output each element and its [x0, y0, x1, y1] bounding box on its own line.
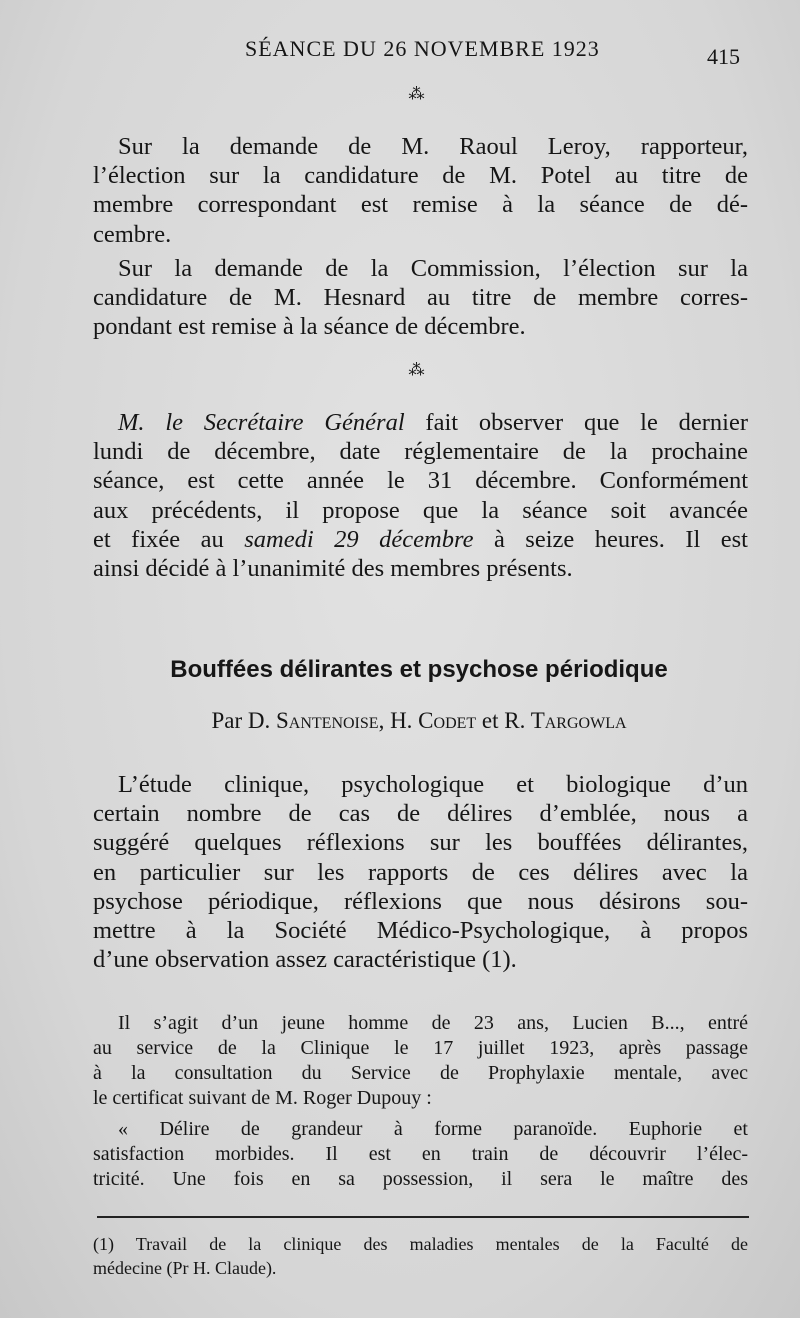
author-name: R. Targowla	[504, 708, 627, 733]
footnote-divider	[97, 1216, 749, 1218]
text-line: Sur la demande de la Commission, l’élection sur la	[118, 255, 748, 282]
paragraph-postponed-election-potel	[93, 132, 748, 249]
text-line: « Délire de grandeur à forme paranoïde. Euphorie et	[118, 1118, 748, 1140]
text-line: lundi de décembre, date réglementaire de la prochaine	[93, 438, 748, 466]
text-line	[93, 525, 748, 554]
page-number: 415	[707, 44, 740, 69]
paragraph-certificate-quote	[93, 1117, 748, 1192]
text-line: à la consultation du Service de Prophylaxie mentale, avec	[93, 1062, 748, 1084]
footnote	[93, 1232, 748, 1280]
footnote-line: (1) Travail de la clinique des maladies mentales de la Faculté de	[93, 1234, 748, 1254]
text-line: cembre.	[93, 220, 172, 248]
author-separator: et	[476, 708, 505, 733]
text-line: d’une observation assez caractéristique (1).	[93, 946, 517, 974]
article-title: Bouffées délirantes et psychose périodique	[170, 656, 668, 683]
paragraph-secretary-announcement	[93, 408, 748, 583]
text-line: ainsi décidé à l’unanimité des membres présents.	[93, 554, 573, 582]
paragraph-case-observation	[93, 1011, 748, 1111]
text-line: tricité. Une fois en sa possession, il sera le maître des	[93, 1168, 748, 1190]
text-line: Il s’agit d’un jeune homme de 23 ans, Lucien B..., entré	[118, 1012, 748, 1034]
text-span: et fixée au	[93, 525, 245, 553]
paragraph-introduction	[93, 770, 748, 974]
author-name: D. Santenoise	[247, 708, 379, 733]
text-line: satisfaction morbides. Il est en train de découvrir l’élec-	[93, 1143, 748, 1165]
text-line: le certificat suivant de M. Roger Dupouy :	[93, 1087, 432, 1109]
text-line: certain nombre de cas de délires d’emblée, nous a	[93, 800, 748, 828]
text-line: en particulier sur les rapports de ces délires avec la	[93, 858, 748, 886]
author-name: H. Codet	[390, 708, 477, 733]
text-line: aux précédents, il propose que la séance soit avancée	[93, 496, 748, 524]
text-line: séance, est cette année le 31 décembre. Conformément	[93, 467, 748, 495]
paragraph-postponed-election-hesnard	[93, 254, 748, 342]
authors-prefix: Par	[211, 708, 248, 733]
text-line: membre correspondant est remise à la séance de dé-	[93, 191, 748, 219]
running-head	[0, 36, 800, 69]
footnote-line: médecine (Pr H. Claude).	[93, 1258, 277, 1278]
running-title: SÉANCE DU 26 NOVEMBRE 1923	[245, 36, 600, 61]
article-authors	[0, 708, 800, 734]
text-span: à seize heures. Il est	[473, 525, 748, 553]
text-line: Sur la demande de M. Raoul Leroy, rapporteur,	[118, 133, 748, 160]
text-line: candidature de M. Hesnard au titre de membre corres-	[93, 284, 748, 312]
text-line: mettre à la Société Médico-Psychologique, à propos	[93, 916, 748, 944]
text-line: pondant est remise à la séance de décembre.	[93, 313, 526, 341]
author-separator: ,	[378, 708, 391, 733]
text-span: fait observer que le dernier	[404, 409, 748, 436]
section-separator-asterism: ⁂	[408, 86, 427, 103]
text-line: L’étude clinique, psychologique et biologique d’un	[118, 771, 748, 798]
italic-text: M. le Secrétaire Général	[118, 409, 405, 436]
section-separator-asterism: ⁂	[408, 362, 427, 379]
text-line: suggéré quelques réflexions sur les bouffées délirantes,	[93, 829, 748, 857]
text-line: au service de la Clinique le 17 juillet 1923, après passage	[93, 1037, 748, 1059]
text-line: l’élection sur la candidature de M. Potel au titre de	[93, 162, 748, 190]
italic-text: samedi 29 décembre	[244, 525, 474, 553]
text-line	[93, 408, 748, 437]
text-line: psychose périodique, réflexions que nous désirons sou-	[93, 887, 748, 915]
